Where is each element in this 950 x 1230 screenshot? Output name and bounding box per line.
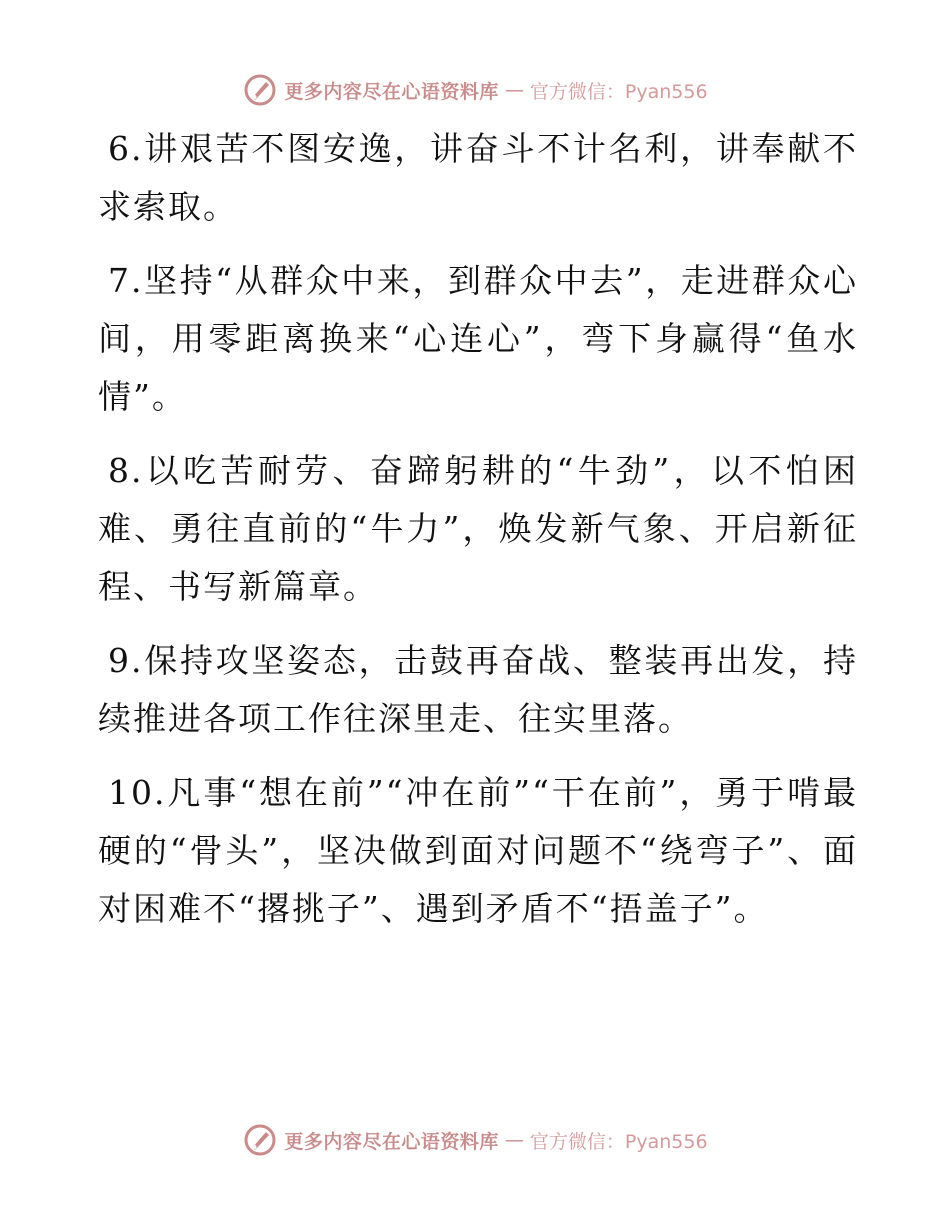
header-watermark [0, 70, 950, 110]
watermark-separator: — [504, 1129, 524, 1151]
list-item [98, 252, 858, 426]
quill-logo-icon [242, 72, 278, 108]
document-body [98, 120, 858, 954]
item-text: 讲艰苦不图安逸，讲奋斗不计名利，讲奉献不求索取。 [98, 129, 858, 226]
watermark-brand: 更多内容尽在心语资料库 [284, 1130, 499, 1153]
list-item [98, 632, 858, 748]
item-text: 凡事“想在前”“冲在前”“干在前”，勇于啃最硬的“骨头”，坚决做到面对问题不“绕弯子”、面对困难不“撂挑子”、遇到矛盾不“捂盖子”。 [98, 773, 858, 928]
watermark-contact: 官方微信：Pyan556 [529, 1130, 708, 1153]
item-text: 坚持“从群众中来，到群众中去”，走进群众心间，用零距离换来“心连心”，弯下身赢得“鱼水情”。 [98, 261, 858, 416]
item-number: 8. [108, 451, 144, 490]
item-number: 10. [108, 773, 167, 812]
item-text: 保持攻坚姿态，击鼓再奋战、整装再出发，持续推进各项工作往深里走、往实里落。 [98, 641, 858, 738]
footer-watermark [0, 1120, 950, 1160]
list-item [98, 120, 858, 236]
watermark-brand: 更多内容尽在心语资料库 [284, 80, 499, 103]
item-number: 6. [108, 129, 144, 168]
item-number: 7. [108, 261, 144, 300]
list-item [98, 764, 858, 938]
list-item [98, 442, 858, 616]
watermark-contact: 官方微信：Pyan556 [529, 80, 708, 103]
item-text: 以吃苦耐劳、奋蹄躬耕的“牛劲”，以不怕困难、勇往直前的“牛力”，焕发新气象、开启新征程、书写新篇章。 [98, 451, 858, 606]
item-number: 9. [108, 641, 144, 680]
quill-logo-icon [242, 1122, 278, 1158]
watermark-separator: — [504, 79, 524, 101]
